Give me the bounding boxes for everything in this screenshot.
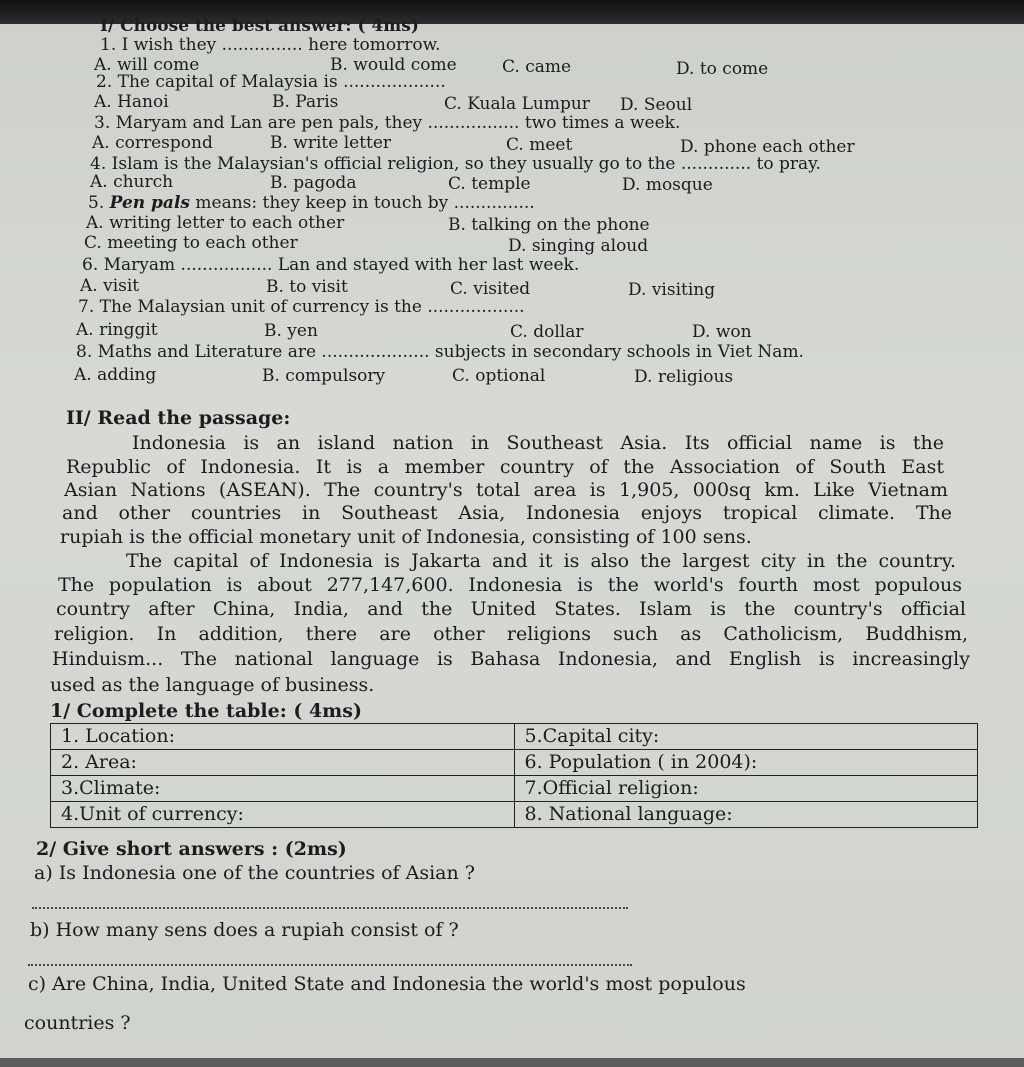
passage-p2-line3 xyxy=(56,598,966,621)
info-table xyxy=(50,723,978,828)
q4-option-c: C. temple xyxy=(448,174,531,194)
q5-number: 5. xyxy=(88,193,110,213)
q8-option-c: C. optional xyxy=(452,366,546,386)
answer-line-a xyxy=(32,907,628,909)
q6-option-d: D. visiting xyxy=(628,280,716,300)
q6-option-c: C. visited xyxy=(450,279,531,299)
q8-option-a: A. adding xyxy=(74,365,157,385)
q4-text: 4. Islam is the Malaysian's official religion, so they usually go to the ............. to pray. xyxy=(90,154,821,174)
q5-option-c: C. meeting to each other xyxy=(84,233,298,253)
q4-option-a: A. church xyxy=(90,172,174,192)
passage-p2-line2 xyxy=(58,574,962,597)
q4-option-d: D. mosque xyxy=(622,175,713,195)
table-row xyxy=(51,750,978,776)
table-row xyxy=(51,724,978,750)
q4-option-b: B. pagoda xyxy=(270,173,357,193)
passage-text: religion. In addition, there are other religions such as Catholicism, Buddhism, xyxy=(54,623,968,645)
passage-text: Asian Nations (ASEAN). The country's total area is 1,905, 000sq km. Like Vietnam xyxy=(64,479,948,501)
table-cell: 6. Population ( in 2004): xyxy=(514,750,978,776)
passage-text: country after China, India, and the United States. Islam is the country's official xyxy=(56,598,966,620)
q1-text: 1. I wish they ............... here tomorrow. xyxy=(100,35,441,55)
short-question-c-cont: countries ? xyxy=(24,1012,131,1034)
short-question-c: c) Are China, India, United State and Indonesia the world's most populous xyxy=(28,973,746,995)
q5-option-d: D. singing aloud xyxy=(508,236,649,256)
passage-p1-line5: rupiah is the official monetary unit of Indonesia, consisting of 100 sens. xyxy=(60,526,752,548)
q5-option-a: A. writing letter to each other xyxy=(86,213,345,233)
table-heading: 1/ Complete the table: ( 4ms) xyxy=(50,700,362,722)
q1-option-c: C. came xyxy=(502,57,572,77)
answer-line-b xyxy=(28,964,632,966)
q5-rest: means: they keep in touch by ............... xyxy=(189,193,535,213)
short-question-a: a) Is Indonesia one of the countries of Asian ? xyxy=(34,862,475,884)
passage-text: The population is about 277,147,600. Indonesia is the world's fourth most populous xyxy=(58,574,962,596)
table-cell: 4.Unit of currency: xyxy=(51,802,515,828)
passage-text: and other countries in Southeast Asia, Indonesia enjoys tropical climate. The xyxy=(62,502,952,524)
q1-option-b: B. would come xyxy=(330,55,457,75)
passage-p2-line5 xyxy=(52,648,970,671)
table-cell: 5.Capital city: xyxy=(514,724,978,750)
q6-option-b: B. to visit xyxy=(266,277,348,297)
part1-heading: I/ Choose the best answer: ( 4ms) xyxy=(100,16,419,36)
passage-p1-line1 xyxy=(132,432,944,455)
photo-bottom-edge xyxy=(0,1058,1024,1067)
short-answer-heading: 2/ Give short answers : (2ms) xyxy=(36,838,347,860)
passage-p2-line4 xyxy=(54,623,968,646)
q2-option-a: A. Hanoi xyxy=(94,92,169,112)
q7-option-d: D. won xyxy=(692,322,752,342)
q2-text: 2. The capital of Malaysia is ................... xyxy=(96,72,446,92)
passage-p2-line1 xyxy=(126,550,956,573)
q3-option-c: C. meet xyxy=(506,135,573,155)
q3-option-a: A. correspond xyxy=(92,133,213,153)
table-cell: 7.Official religion: xyxy=(514,776,978,802)
q7-option-a: A. ringgit xyxy=(76,320,158,340)
table-cell: 8. National language: xyxy=(514,802,978,828)
q1-option-d: D. to come xyxy=(676,59,769,79)
short-question-b: b) How many sens does a rupiah consist of ? xyxy=(30,919,459,941)
q7-text: 7. The Malaysian unit of currency is the .................. xyxy=(78,297,525,317)
q8-option-d: D. religious xyxy=(634,367,734,387)
passage-text: The capital of Indonesia is Jakarta and it is also the largest city in the country. xyxy=(126,550,956,572)
q1-option-a: A. will come xyxy=(94,55,200,75)
q3-option-d: D. phone each other xyxy=(680,137,855,157)
table-row xyxy=(51,776,978,802)
q6-text: 6. Maryam ................. Lan and stayed with her last week. xyxy=(82,255,580,275)
passage-p1-line3 xyxy=(64,479,948,502)
part2-heading: II/ Read the passage: xyxy=(66,407,291,429)
q2-option-d: D. Seoul xyxy=(620,95,693,115)
q5-term: Pen pals xyxy=(109,193,190,213)
q2-option-c: C. Kuala Lumpur xyxy=(444,94,590,114)
q7-option-b: B. yen xyxy=(264,321,318,341)
passage-text: Indonesia is an island nation in Southeast Asia. Its official name is the xyxy=(132,432,944,454)
q3-option-b: B. write letter xyxy=(270,133,392,153)
table-cell: 2. Area: xyxy=(51,750,515,776)
passage-text: Hinduism... The national language is Bahasa Indonesia, and English is increasingly xyxy=(52,648,970,670)
q5-option-b: B. talking on the phone xyxy=(448,215,650,235)
q6-option-a: A. visit xyxy=(80,276,140,296)
q7-option-c: C. dollar xyxy=(510,322,584,342)
q2-option-b: B. Paris xyxy=(272,92,339,112)
q3-text: 3. Maryam and Lan are pen pals, they ................. two times a week. xyxy=(94,113,681,133)
passage-p1-line2 xyxy=(66,456,944,479)
q8-text: 8. Maths and Literature are .................... subjects in secondary schools in Viet Nam. xyxy=(76,342,804,362)
table-cell: 3.Climate: xyxy=(51,776,515,802)
passage-p2-line6: used as the language of business. xyxy=(50,674,375,696)
table-cell: 1. Location: xyxy=(51,724,515,750)
table-row xyxy=(51,802,978,828)
q8-option-b: B. compulsory xyxy=(262,366,386,386)
q5-text xyxy=(88,193,535,213)
passage-text: Republic of Indonesia. It is a member country of the Association of South East xyxy=(66,456,944,478)
passage-p1-line4 xyxy=(62,502,952,525)
